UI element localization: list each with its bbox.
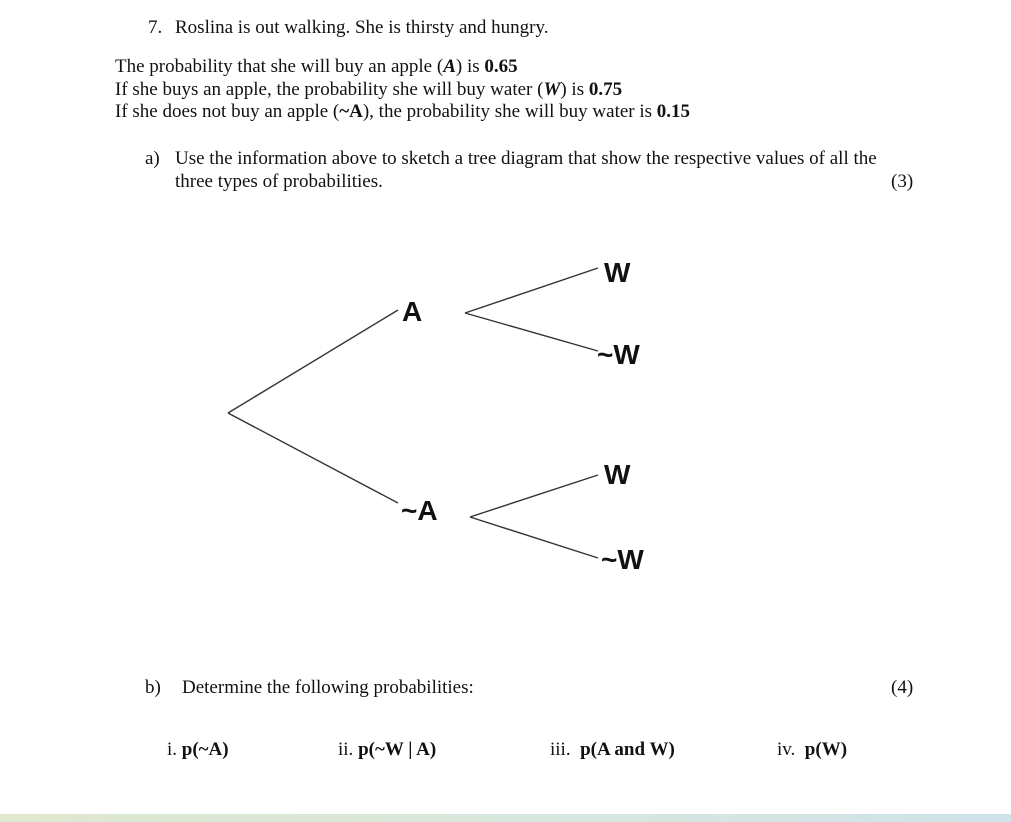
branch-a-to-w xyxy=(465,268,598,313)
info-text: If she does not buy an apple ( xyxy=(115,101,340,122)
item-number: iv. xyxy=(777,739,796,760)
info-text: ) is xyxy=(560,79,589,100)
probability-item xyxy=(550,739,675,761)
probability-item xyxy=(777,739,847,761)
info-text: If she buys an apple, the probability she will buy water ( xyxy=(115,79,544,100)
question-number: 7. xyxy=(148,17,163,38)
item-number: i. xyxy=(167,739,178,760)
info-variable: ~A xyxy=(339,101,363,122)
node-not-a-not-w: ~W xyxy=(601,544,644,575)
item-expression: p(W) xyxy=(804,739,848,760)
node-a-w: W xyxy=(604,257,631,288)
node-not-a-w: W xyxy=(604,459,631,490)
part-b-label: b) xyxy=(145,677,161,698)
probability-item xyxy=(338,739,436,761)
part-a-text-line1: Use the information above to sketch a tree diagram that show the respective values of all the xyxy=(175,148,877,169)
branch-root-to-not-a xyxy=(228,413,398,503)
node-a: A xyxy=(402,296,423,327)
info-text: ), the probability she will buy water is xyxy=(362,101,657,122)
branch-root-to-a xyxy=(228,310,398,413)
info-value: 0.65 xyxy=(484,56,518,77)
part-a-label: a) xyxy=(145,148,160,169)
part-a-text-line2: three types of probabilities. xyxy=(175,171,383,192)
question-intro: Roslina is out walking. She is thirsty and hungry. xyxy=(175,17,549,38)
item-number: iii. xyxy=(550,739,571,760)
info-text: ) is xyxy=(455,56,485,77)
item-expression: p(~A) xyxy=(181,739,229,760)
part-a-marks: (3) xyxy=(891,171,914,192)
item-expression: p(~W | A) xyxy=(358,739,437,760)
part-b-text: Determine the following probabilities: xyxy=(182,677,474,698)
branch-not-a-to-w xyxy=(470,475,598,517)
branch-not-a-to-not-w xyxy=(470,517,598,558)
info-value: 0.15 xyxy=(656,101,691,122)
info-variable: W xyxy=(543,79,561,100)
item-number: ii. xyxy=(338,739,354,760)
info-text: The probability that she will buy an apple ( xyxy=(115,56,444,77)
item-expression: p(A and W) xyxy=(580,739,675,760)
probability-item xyxy=(167,739,229,761)
branch-a-to-not-w xyxy=(465,313,598,351)
node-a-not-w: ~W xyxy=(597,339,640,370)
part-b-marks: (4) xyxy=(891,677,914,698)
node-not-a: ~A xyxy=(401,495,438,526)
info-variable: A xyxy=(443,56,456,77)
page-bottom-divider xyxy=(0,814,1011,822)
info-value: 0.75 xyxy=(588,79,623,100)
